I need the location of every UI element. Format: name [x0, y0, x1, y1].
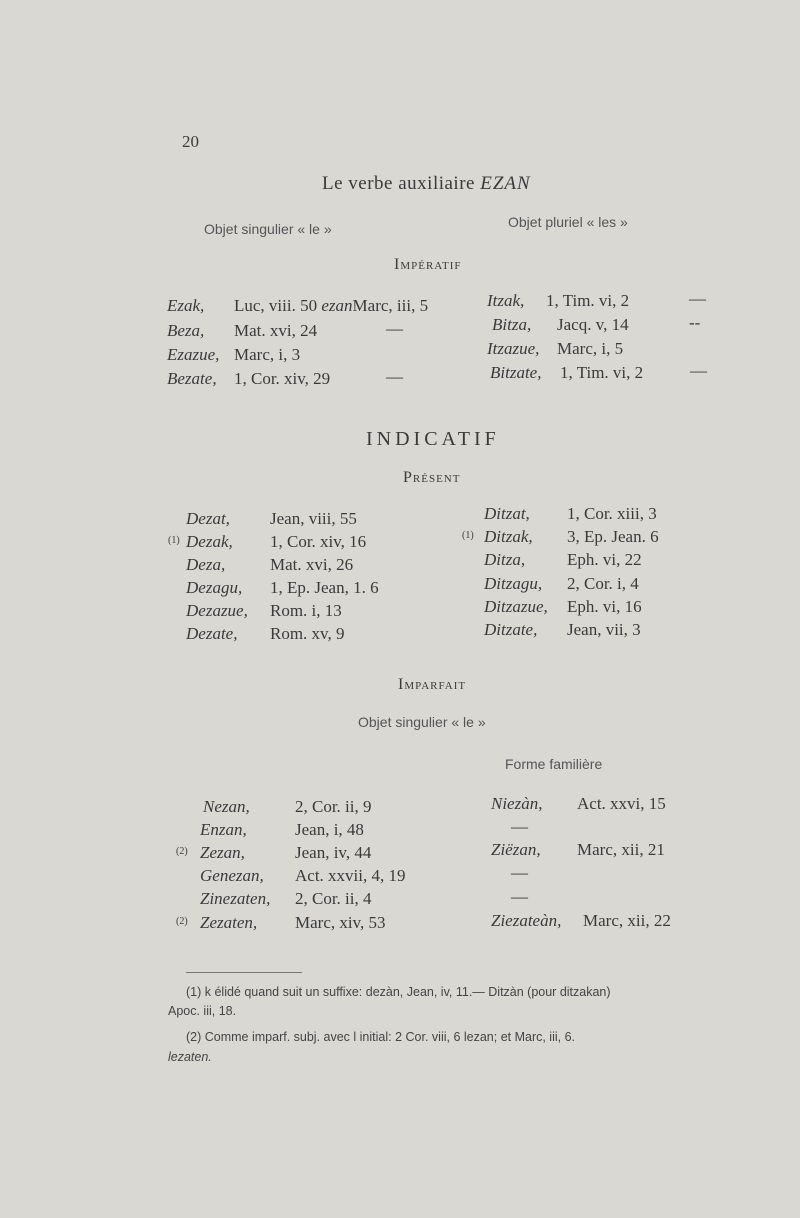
- imparfait-title: Imparfait: [398, 676, 467, 693]
- verb-form: ezan: [321, 296, 353, 315]
- reference: 1, Cor. xiv, 29: [234, 369, 331, 388]
- reference: Marc, xii, 22: [583, 911, 671, 930]
- verb-form: Bitzate,: [490, 363, 542, 382]
- footnote-1-line-2: Apoc. iii, 18.: [168, 1004, 237, 1018]
- verb-form: Zinezaten,: [200, 889, 271, 908]
- verb-form: Bitza,: [492, 315, 532, 334]
- verb-form: Enzan,: [200, 820, 247, 839]
- footnote-mark: [462, 527, 476, 547]
- verb-form: Ditzagu,: [484, 574, 543, 593]
- verb-form: Bezate,: [167, 369, 217, 388]
- reference: Jean, viii, 55: [270, 509, 357, 528]
- reference: 1, Tim. vi, 2: [560, 363, 644, 382]
- object-singular-header: Objet singulier « le »: [204, 221, 332, 237]
- footnote-mark: [176, 843, 190, 863]
- footnote-ref: (2): [176, 916, 188, 927]
- verb-form: Ditza,: [484, 550, 526, 569]
- verb-form: Dezak,: [186, 532, 233, 551]
- object-plural-header: Objet pluriel « les »: [508, 214, 628, 230]
- verb-form: Ziezateàn,: [491, 911, 562, 930]
- reference: Rom. i, 13: [270, 601, 342, 620]
- heading-prefix: Le verbe auxiliaire: [322, 173, 475, 194]
- footnote-divider: [186, 972, 302, 973]
- verb-form: Nezan,: [203, 797, 250, 816]
- verb-form: Niezàn,: [491, 794, 543, 813]
- footnote-2-line-2: lezaten.: [168, 1050, 212, 1064]
- footnote-ref: (1): [168, 535, 180, 546]
- reference: 1, Ep. Jean, 1. 6: [270, 578, 379, 597]
- verb-form: Ditzazue,: [484, 597, 548, 616]
- verb-form: Itzak,: [487, 291, 525, 310]
- page-number: 20: [182, 132, 199, 151]
- reference: Act. xxvi, 15: [577, 794, 666, 813]
- ditto-dash: —: [690, 361, 707, 380]
- footnote-mark: [168, 532, 182, 552]
- footnote-mark: [176, 913, 190, 933]
- reference: Jean, iv, 44: [295, 843, 372, 862]
- verb-form: Ziëzan,: [491, 840, 541, 859]
- reference: Mat. xvi, 26: [270, 555, 354, 574]
- reference: Mat. xvi, 24: [234, 321, 318, 340]
- verb-form: Dezazue,: [186, 601, 248, 620]
- footnote-1-line-1: (1) k élidé quand suit un suffixe: dezàn, Jean, iv, 11.— Ditzàn (pour ditzakan): [186, 985, 611, 999]
- reference: Marc, xii, 21: [577, 840, 665, 859]
- reference: 2, Cor. i, 4: [567, 574, 639, 593]
- ditto-dash: —: [386, 319, 403, 338]
- reference: Luc, viii. 50: [234, 296, 318, 315]
- reference: 1, Cor. xiv, 16: [270, 532, 367, 551]
- reference: Marc, xiv, 53: [295, 913, 386, 932]
- verb-form: Zezan,: [200, 843, 245, 862]
- ditto-dash: —: [511, 887, 528, 906]
- reference: Rom. xv, 9: [270, 624, 345, 643]
- imperatif-title: Impératif: [394, 256, 462, 273]
- reference: 1, Tim. vi, 2: [546, 291, 630, 310]
- reference: Marc, iii, 5: [352, 296, 429, 315]
- verb-form: Ezak,: [167, 296, 205, 315]
- verb-form: Deza,: [186, 555, 226, 574]
- ditto-dash: —: [511, 817, 528, 836]
- table-row-ref: [234, 296, 428, 316]
- heading-verb: EZAN: [480, 173, 531, 194]
- ditto-dash: —: [386, 367, 403, 386]
- verb-form: Ditzak,: [484, 527, 533, 546]
- reference: Eph. vi, 16: [567, 597, 642, 616]
- verb-form: Ezazue,: [167, 345, 220, 364]
- verb-form: Ditzat,: [484, 504, 530, 523]
- footnote-ref: (2): [176, 846, 188, 857]
- ditto-dash: —: [689, 289, 706, 308]
- reference: Act. xxvii, 4, 19: [295, 866, 406, 885]
- verb-form: Genezan,: [200, 866, 264, 885]
- footnote-ref: (1): [462, 530, 474, 541]
- verb-form: Dezagu,: [186, 578, 243, 597]
- footnote-2-line-1: (2) Comme imparf. subj. avec l initial: 2 Cor. viii, 6 lezan; et Marc, iii, 6.: [186, 1030, 576, 1044]
- ditto-dash: —: [511, 863, 528, 882]
- reference: 2, Cor. ii, 4: [295, 889, 372, 908]
- verb-form: Dezate,: [186, 624, 238, 643]
- verb-form: Itzazue,: [487, 339, 540, 358]
- reference: Jean, vii, 3: [567, 620, 641, 639]
- indicatif-title: INDICATIF: [366, 428, 500, 450]
- familiar-form-title: Forme familière: [505, 756, 603, 772]
- reference: 3, Ep. Jean. 6: [567, 527, 659, 546]
- reference: 2, Cor. ii, 9: [295, 797, 372, 816]
- reference: Marc, i, 3: [234, 345, 301, 364]
- verb-form: Dezat,: [186, 509, 230, 528]
- present-title: Présent: [403, 469, 461, 486]
- reference: Jean, i, 48: [295, 820, 364, 839]
- ditto-dash: --: [689, 313, 701, 332]
- page-heading: [322, 173, 531, 195]
- table-row: [167, 296, 204, 316]
- reference: Marc, i, 5: [557, 339, 624, 358]
- verb-form: Beza,: [167, 321, 205, 340]
- verb-form: Zezaten,: [200, 913, 258, 932]
- verb-form: Ditzate,: [484, 620, 538, 639]
- imparfait-subtitle: Objet singulier « le »: [358, 714, 486, 730]
- reference: 1, Cor. xiii, 3: [567, 504, 657, 523]
- reference: Eph. vi, 22: [567, 550, 642, 569]
- reference: Jacq. v, 14: [557, 315, 629, 334]
